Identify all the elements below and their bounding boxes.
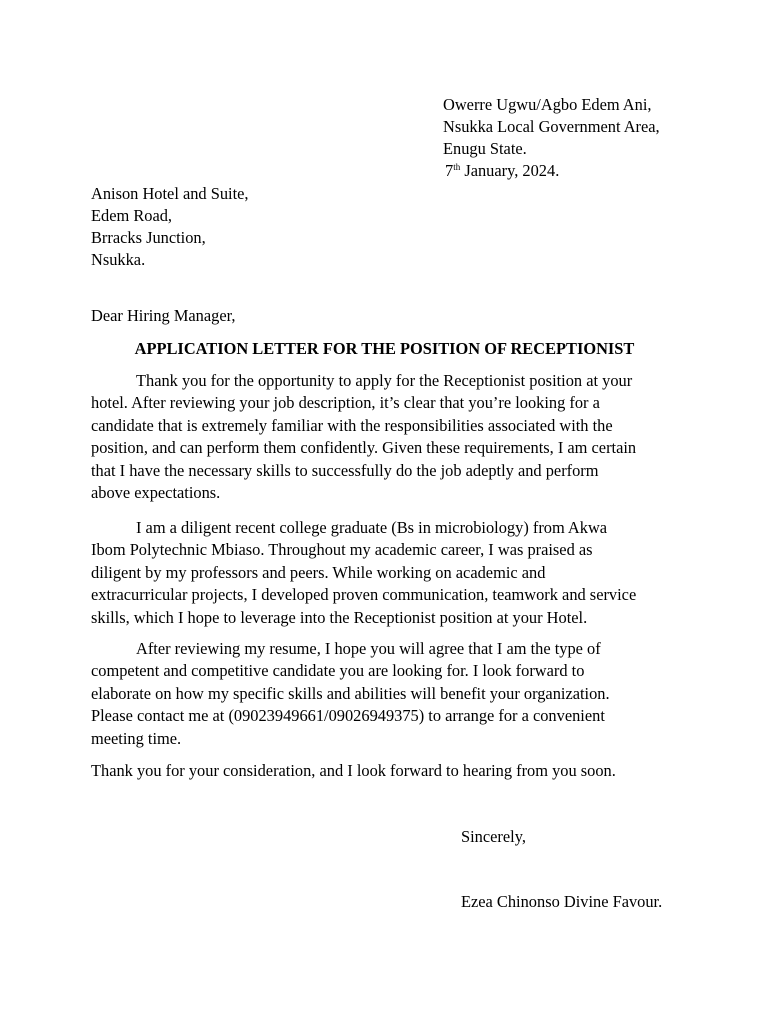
sender-address-line-1: Owerre Ugwu/Agbo Edem Ani,: [443, 95, 652, 114]
recipient-address-line-2: Edem Road,: [91, 206, 173, 225]
paragraph-line: After reviewing my resume, I hope you will agree that I am the type of: [136, 639, 601, 658]
paragraph-line: competent and competitive candidate you are looking for. I look forward to: [91, 661, 585, 681]
sender-address: [443, 94, 660, 182]
body-paragraph-3: [91, 638, 681, 750]
paragraph-line: hotel. After reviewing your job description, it’s clear that you’re looking for a: [91, 393, 600, 413]
date-suffix: th: [453, 162, 461, 172]
paragraph-line: extracurricular projects, I developed proven communication, teamwork and service: [91, 585, 637, 605]
paragraph-line: I am a diligent recent college graduate (Bs in microbiology) from Akwa: [136, 518, 608, 537]
paragraph-line: Thank you for your consideration, and I look forward to hearing from you soon.: [91, 761, 616, 780]
paragraph-line: Ibom Polytechnic Mbiaso. Throughout my academic career, I was praised as: [91, 540, 593, 560]
recipient-address: [91, 183, 249, 271]
date-day: 7: [445, 161, 454, 180]
paragraph-line: Please contact me at (09023949661/09026949375) to arrange for a convenient: [91, 706, 605, 726]
recipient-address-line-1: Anison Hotel and Suite,: [91, 184, 249, 203]
salutation: Dear Hiring Manager,: [91, 306, 236, 325]
paragraph-line: Thank you for the opportunity to apply for the Receptionist position at your: [136, 371, 633, 390]
recipient-address-line-3: Brracks Junction,: [91, 228, 206, 247]
paragraph-line: skills, which I hope to leverage into the Receptionist position at your Hotel.: [91, 607, 588, 627]
paragraph-line: elaborate on how my specific skills and abilities will benefit your organization.: [91, 683, 610, 703]
paragraph-line: candidate that is extremely familiar with the responsibilities associated with the: [91, 415, 613, 435]
paragraph-line: position, and can perform them confidently. Given these requirements, I am certain: [91, 438, 637, 458]
body-paragraph-1: [91, 370, 681, 504]
paragraph-line: that I have the necessary skills to successfully do the job adeptly and perform: [91, 460, 599, 480]
letter-subject: APPLICATION LETTER FOR THE POSITION OF RECEPTIONIST: [134, 339, 635, 358]
recipient-address-line-4: Nsukka.: [91, 250, 146, 269]
paragraph-line: meeting time.: [91, 728, 182, 748]
letter-date: [445, 160, 660, 182]
date-rest: January, 2024.: [460, 161, 560, 180]
sender-address-line-3: Enugu State.: [443, 139, 527, 158]
signature-name: Ezea Chinonso Divine Favour.: [461, 892, 663, 911]
body-paragraph-2: [91, 517, 681, 629]
sender-address-line-2: Nsukka Local Government Area,: [443, 117, 660, 136]
body-paragraph-4: [91, 760, 681, 782]
closing: Sincerely,: [461, 827, 526, 846]
paragraph-line: above expectations.: [91, 483, 221, 503]
paragraph-line: diligent by my professors and peers. While working on academic and: [91, 562, 546, 582]
